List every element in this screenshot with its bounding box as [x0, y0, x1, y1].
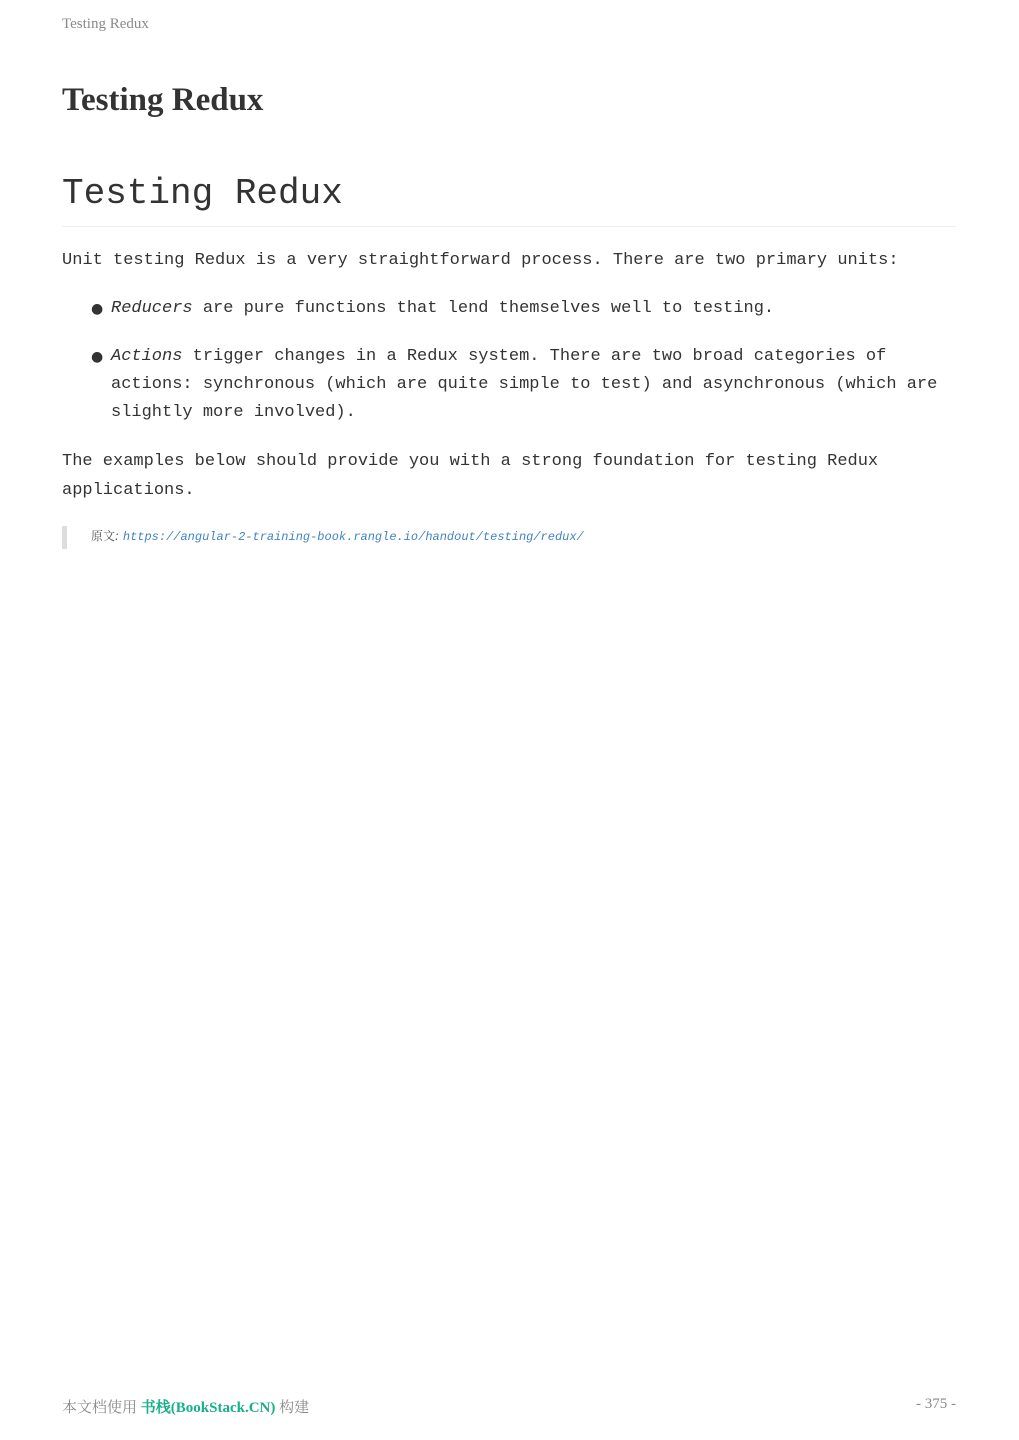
intro-paragraph: Unit testing Redux is a very straightforward process. There are two primary units:	[62, 251, 899, 270]
unit-term: Actions	[111, 347, 183, 366]
bullet-icon: ●	[91, 301, 104, 317]
outro-paragraph: The examples below should provide you with a strong foundation for testing Redux applications.	[62, 452, 879, 500]
footer-brand-link[interactable]: 书栈(BookStack.CN)	[140, 1400, 276, 1416]
list-item	[91, 295, 956, 323]
page-number: - 375 -	[916, 1396, 956, 1412]
source-separator: :	[115, 529, 123, 543]
list-item	[91, 343, 956, 427]
footer-credit	[62, 1396, 309, 1417]
running-header: Testing Redux	[62, 16, 149, 32]
article-content	[62, 170, 956, 549]
units-list	[62, 295, 956, 427]
unit-term: Reducers	[111, 299, 193, 318]
unit-description: trigger changes in a Redux system. There are two broad categories of actions: synchronous (which are quite simple to test) and asynchronous (which are slightly more involved).	[111, 347, 938, 422]
footer-prefix: 本文档使用	[62, 1400, 141, 1416]
footer-suffix: 构建	[275, 1400, 310, 1416]
source-link[interactable]: https://angular-2-training-book.rangle.io/handout/testing/redux/	[122, 530, 584, 544]
unit-description: are pure functions that lend themselves well to testing.	[192, 299, 775, 318]
source-label: 原文	[91, 529, 116, 543]
section-title: Testing Redux	[62, 170, 956, 227]
chapter-title: Testing Redux	[62, 82, 264, 118]
source-blockquote	[62, 526, 956, 549]
bullet-icon: ●	[91, 349, 104, 365]
